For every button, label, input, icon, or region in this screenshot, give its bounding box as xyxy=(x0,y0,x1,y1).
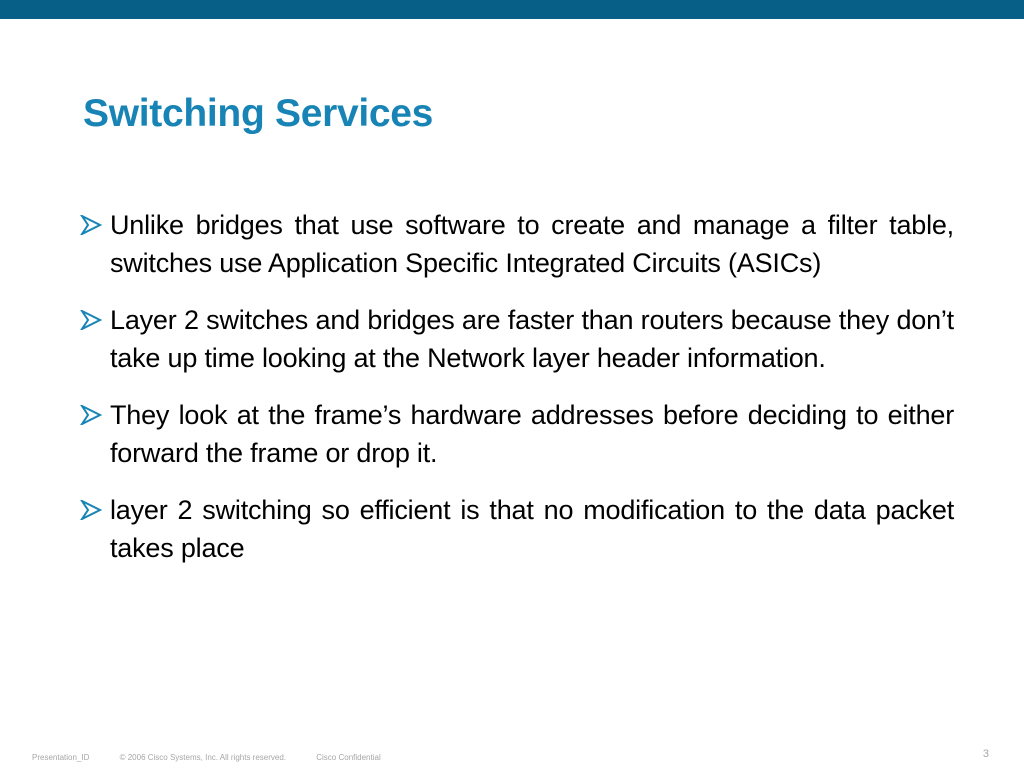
bullet-list xyxy=(80,206,954,586)
arrow-right-icon xyxy=(80,206,110,244)
footer-copyright: © 2006 Cisco Systems, Inc. All rights reserved. xyxy=(119,753,287,762)
bullet-item xyxy=(80,396,954,472)
bullet-item xyxy=(80,491,954,567)
bullet-item xyxy=(80,206,954,282)
slide-title: Switching Services xyxy=(83,92,434,135)
arrow-right-icon xyxy=(80,301,110,339)
footer xyxy=(32,753,409,762)
bullet-text: Unlike bridges that use software to create and manage a filter table, switches use Application Specific Integrated Circuits (ASICs) xyxy=(110,210,954,278)
arrow-right-icon xyxy=(80,396,110,434)
footer-presentation-id: Presentation_ID xyxy=(32,753,90,762)
bullet-text: layer 2 switching so efficient is that no modification to the data packet takes place xyxy=(110,495,954,563)
footer-confidential: Cisco Confidential xyxy=(316,753,381,762)
arrow-right-icon xyxy=(80,491,110,529)
page-number: 3 xyxy=(982,748,989,760)
bullet-text: They look at the frame’s hardware addresses before deciding to either forward the frame or drop it. xyxy=(110,400,954,468)
bullet-text: Layer 2 switches and bridges are faster than routers because they don’t take up time looking at the Network layer header information. xyxy=(110,305,954,373)
top-banner xyxy=(0,0,1024,19)
bullet-item xyxy=(80,301,954,377)
